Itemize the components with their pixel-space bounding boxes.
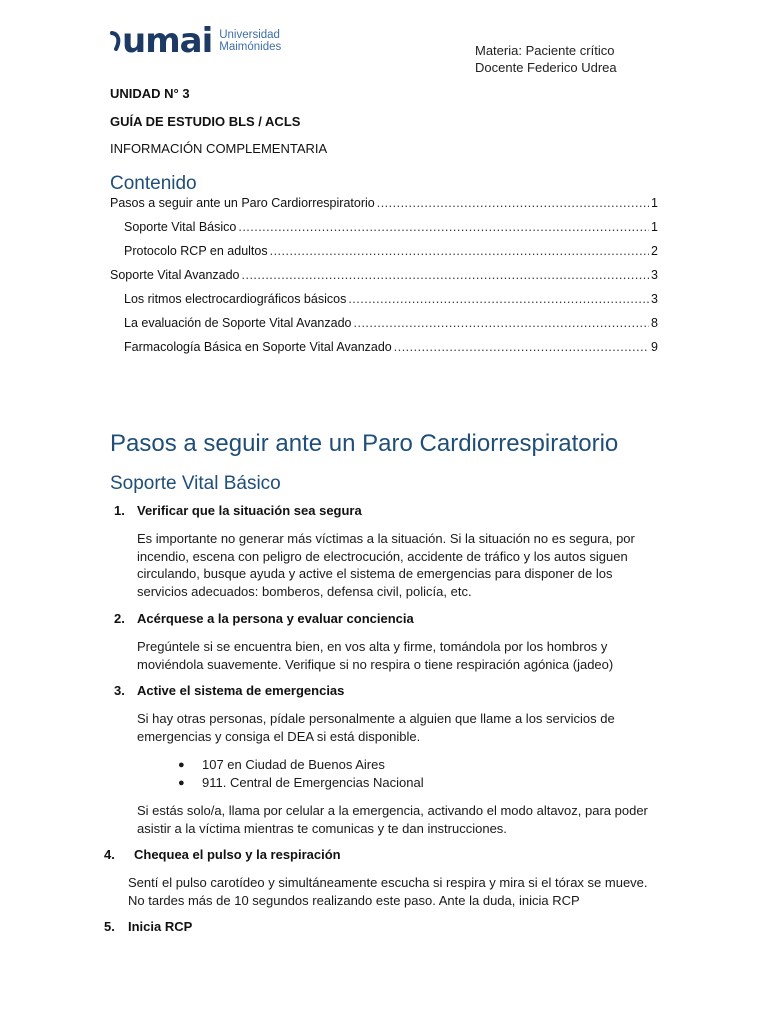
- step-paragraph: Sentí el pulso carotídeo y simultáneamente escucha si respira y mira si el tórax se mueve. No tardes más de 10 segundos realizando este paso. Ante la duda, inicia RCP: [128, 875, 648, 908]
- list-item: [178, 756, 424, 774]
- list-item-text: 107 en Ciudad de Buenos Aires: [202, 757, 385, 772]
- step-paragraph: Es importante no generar más víctimas a la situación. Si la situación no es segura, por incendio, escena con peligro de electrocución, accidente de tráfico y los autos siguen circulando, busque ayuda y active el sistema de emergencias para disponer de los servicios adecuados: bomberos, defensa civil, policía, etc.: [137, 531, 635, 599]
- logo-university-name: [219, 29, 281, 53]
- toc-entry-page: 3: [651, 268, 658, 282]
- toc-entry-page: 9: [651, 340, 658, 354]
- logo-accent-icon: [110, 31, 122, 51]
- bullet-icon: ●: [178, 759, 185, 771]
- step-title: Inicia RCP: [128, 919, 193, 934]
- step-number: 4.: [104, 847, 115, 862]
- toc-entry-label: Farmacología Básica en Soporte Vital Avanzado: [124, 340, 392, 354]
- step-title: Verificar que la situación sea segura: [137, 503, 362, 518]
- step-heading: [104, 847, 341, 862]
- step-title: Chequea el pulso y la respiración: [134, 847, 341, 862]
- toc-entry-label: Los ritmos electrocardiográficos básicos: [124, 292, 347, 306]
- toc-leader: [348, 292, 649, 306]
- toc-entry[interactable]: [110, 196, 658, 220]
- toc-entry-label: Pasos a seguir ante un Paro Cardiorrespiratorio: [110, 196, 375, 210]
- step-heading: [114, 611, 414, 626]
- step-paragraph: Pregúntele si se encuentra bien, en vos alta y firme, tomándola por los hombros y moviéndola suavemente. Verifique si no respira o tiene respiración agónica (jadeo): [137, 639, 614, 672]
- toc-leader: [377, 196, 649, 210]
- toc-entry[interactable]: [110, 316, 658, 340]
- step-paragraph: Si hay otras personas, pídale personalmente a alguien que llame a los servicios de emergencias y consiga el DEA si está disponible.: [137, 711, 615, 744]
- toc-entry-page: 3: [651, 292, 658, 306]
- info-heading: INFORMACIÓN COMPLEMENTARIA: [110, 141, 328, 156]
- logo-line-2: Maimónides: [219, 41, 282, 53]
- step-title: Acérquese a la persona y evaluar conciencia: [137, 611, 414, 626]
- logo-wordmark: umai: [122, 21, 213, 61]
- toc-entry-page: 8: [651, 316, 658, 330]
- bullet-icon: ●: [178, 777, 185, 789]
- university-logo: [110, 21, 282, 61]
- toc-entry[interactable]: [110, 292, 658, 316]
- step-heading: [104, 919, 192, 934]
- step-title: Active el sistema de emergencias: [137, 683, 345, 698]
- subject-label: Materia: Paciente crítico: [475, 43, 615, 58]
- step-heading: [114, 503, 362, 518]
- logo-line-1: Universidad: [219, 29, 280, 41]
- toc-leader: [242, 268, 650, 282]
- toc-entry-label: La evaluación de Soporte Vital Avanzado: [124, 316, 352, 330]
- toc-entry-label: Soporte Vital Avanzado: [110, 268, 240, 282]
- section-subtitle: Soporte Vital Básico: [110, 473, 281, 494]
- table-of-contents: [110, 196, 658, 364]
- step-heading: [114, 683, 344, 698]
- toc-title: Contenido: [110, 173, 197, 194]
- list-item-text: 911. Central de Emergencias Nacional: [202, 775, 424, 790]
- step-paragraph: Si estás solo/a, llama por celular a la emergencia, activando el modo altavoz, para poder asistir a la víctima mientras te comunicas y te dan instrucciones.: [137, 803, 648, 836]
- toc-leader: [270, 244, 649, 258]
- toc-entry-label: Soporte Vital Básico: [124, 220, 237, 234]
- guide-heading: GUÍA DE ESTUDIO BLS / ACLS: [110, 114, 301, 129]
- toc-entry-page: 1: [651, 220, 658, 234]
- toc-entry[interactable]: [110, 244, 658, 268]
- toc-entry-page: 1: [651, 196, 658, 210]
- step-number: 5.: [104, 919, 115, 934]
- step-number: 2.: [114, 611, 125, 626]
- emergency-numbers-list: [178, 756, 424, 792]
- toc-leader: [394, 340, 649, 354]
- section-title: Pasos a seguir ante un Paro Cardiorrespiratorio: [110, 430, 619, 457]
- toc-entry-label: Protocolo RCP en adultos: [124, 244, 268, 258]
- toc-entry-page: 2: [651, 244, 658, 258]
- toc-entry[interactable]: [110, 268, 658, 292]
- unit-heading: UNIDAD N° 3: [110, 86, 190, 101]
- step-number: 3.: [114, 683, 125, 698]
- toc-entry[interactable]: [110, 340, 658, 364]
- teacher-label: Docente Federico Udrea: [475, 60, 617, 75]
- list-item: [178, 774, 424, 792]
- toc-leader: [354, 316, 650, 330]
- toc-leader: [238, 220, 649, 234]
- toc-entry[interactable]: [110, 220, 658, 244]
- step-number: 1.: [114, 503, 125, 518]
- course-info: [475, 42, 617, 76]
